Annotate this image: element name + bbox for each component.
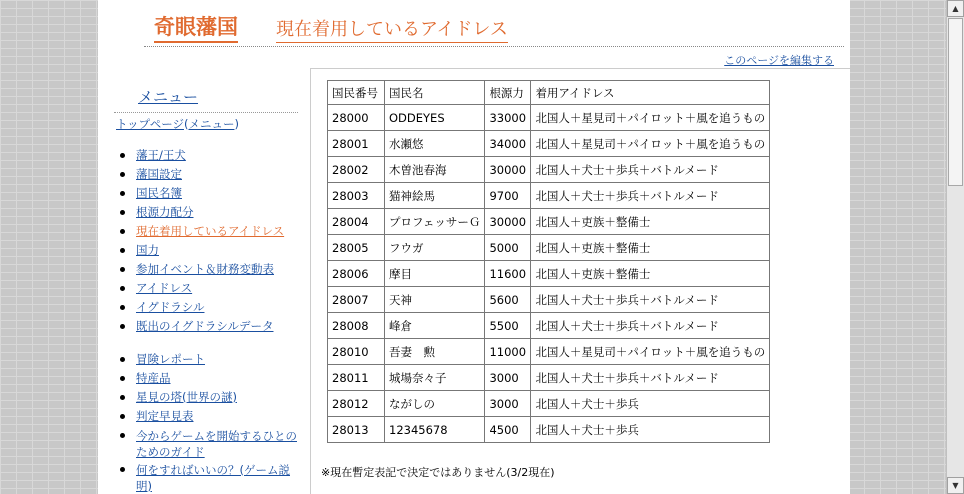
menu-list-secondary	[116, 350, 302, 494]
menu-item-link[interactable]: 判定早見表	[136, 409, 194, 423]
citizen-name-cell: 天神	[385, 287, 485, 313]
menu-item	[116, 317, 284, 336]
menu-item	[116, 279, 284, 298]
table-row	[328, 261, 770, 287]
menu-item	[116, 407, 302, 426]
root-power-cell: 11600	[485, 261, 531, 287]
root-power-cell: 3000	[485, 391, 531, 417]
table-row	[328, 157, 770, 183]
menu-title[interactable]: メニュー	[138, 88, 199, 106]
menu-item-link[interactable]: イグドラシル	[136, 300, 205, 314]
footnote: ※現在暫定表記で決定ではありません(3/2現在)	[321, 466, 555, 479]
table-row	[328, 313, 770, 339]
menu-item	[116, 428, 302, 460]
menu-item-link[interactable]: 国民名簿	[136, 186, 182, 200]
table-row	[328, 417, 770, 443]
paren-open: (	[183, 117, 189, 131]
table-row	[328, 131, 770, 157]
page	[98, 0, 850, 494]
citizen-name-cell: 峰倉	[385, 313, 485, 339]
header-idress: 着用アイドレス	[531, 81, 770, 105]
idress-cell: 北国人＋犬士＋歩兵＋バトルメード	[531, 313, 770, 339]
table-row	[328, 235, 770, 261]
citizen-id-cell: 28002	[328, 157, 385, 183]
root-power-cell: 5500	[485, 313, 531, 339]
menu-item	[116, 146, 284, 165]
menu-item	[116, 241, 284, 260]
page-title: 現在着用しているアイドレス	[276, 18, 508, 43]
citizen-idress-table	[327, 80, 770, 443]
root-power-cell: 3000	[485, 365, 531, 391]
menu-item-link[interactable]: アイドレス	[136, 281, 193, 295]
header-root-power: 根源力	[485, 81, 531, 105]
idress-cell: 北国人＋星見司＋パイロット＋風を追うもの	[531, 131, 770, 157]
citizen-name-cell: ODDEYES	[385, 105, 485, 131]
table-row	[328, 105, 770, 131]
menu-item	[116, 298, 284, 317]
table-row	[328, 287, 770, 313]
citizen-name-cell: 12345678	[385, 417, 485, 443]
scroll-down-icon[interactable]: ▼	[947, 477, 964, 494]
edit-page-link[interactable]: このページを編集する	[724, 54, 834, 67]
idress-cell: 北国人＋吏族＋整備士	[531, 209, 770, 235]
table-row	[328, 209, 770, 235]
menu-item-link[interactable]: 特産品	[136, 371, 171, 385]
citizen-name-cell: フウガ	[385, 235, 485, 261]
menu-item-link[interactable]: 既出のイグドラシルデータ	[136, 319, 274, 333]
root-power-cell: 30000	[485, 209, 531, 235]
top-page-line	[116, 116, 239, 132]
citizen-id-cell: 28001	[328, 131, 385, 157]
root-power-cell: 5000	[485, 235, 531, 261]
citizen-name-cell: プロフェッサーＧ	[385, 209, 485, 235]
scroll-thumb[interactable]	[948, 18, 963, 186]
citizen-id-cell: 28004	[328, 209, 385, 235]
citizen-id-cell: 28007	[328, 287, 385, 313]
menu-item	[116, 203, 284, 222]
menu-item	[116, 184, 284, 203]
main-content	[310, 68, 850, 494]
citizen-id-cell: 28008	[328, 313, 385, 339]
citizen-name-cell: 城場奈々子	[385, 365, 485, 391]
menu-item-link[interactable]: 藩国設定	[136, 167, 182, 181]
menu-edit-link[interactable]: メニュー	[188, 117, 235, 131]
scroll-up-icon[interactable]: ▲	[947, 0, 964, 17]
menu-item-link[interactable]: 冒険レポート	[136, 352, 205, 366]
menu-item-link[interactable]: 現在着用しているアイドレス	[136, 224, 285, 238]
menu-item-link[interactable]: 何をすればいいの？(ゲーム説明)	[136, 463, 290, 493]
idress-cell: 北国人＋犬士＋歩兵＋バトルメード	[531, 183, 770, 209]
idress-cell: 北国人＋吏族＋整備士	[531, 235, 770, 261]
menu-item-link[interactable]: 星見の塔(世界の謎)	[136, 390, 237, 404]
table-header-row	[328, 81, 770, 105]
root-power-cell: 4500	[485, 417, 531, 443]
vertical-scrollbar[interactable]	[946, 0, 964, 494]
citizen-name-cell: ながしの	[385, 391, 485, 417]
menu-item-link[interactable]: 根源力配分	[136, 205, 194, 219]
idress-cell: 北国人＋犬士＋歩兵＋バトルメード	[531, 157, 770, 183]
idress-cell: 北国人＋犬士＋歩兵＋バトルメード	[531, 287, 770, 313]
menu-item-link[interactable]: 今からゲームを開始するひとのためのガイド	[136, 429, 297, 459]
citizen-id-cell: 28010	[328, 339, 385, 365]
idress-cell: 北国人＋犬士＋歩兵	[531, 417, 770, 443]
header-citizen-id: 国民番号	[328, 81, 385, 105]
citizen-name-cell: 水瀬悠	[385, 131, 485, 157]
menu-divider	[114, 112, 298, 113]
idress-cell: 北国人＋吏族＋整備士	[531, 261, 770, 287]
table-row	[328, 183, 770, 209]
idress-cell: 北国人＋星見司＋パイロット＋風を追うもの	[531, 339, 770, 365]
citizen-name-cell: 木曽池春海	[385, 157, 485, 183]
menu-item-link[interactable]: 参加イベント＆財務変動表	[136, 262, 274, 276]
citizen-name-cell: 吾妻 勲	[385, 339, 485, 365]
table-row	[328, 391, 770, 417]
header-divider	[144, 46, 844, 47]
citizen-id-cell: 28013	[328, 417, 385, 443]
root-power-cell: 5600	[485, 287, 531, 313]
menu-item	[116, 350, 302, 369]
root-power-cell: 33000	[485, 105, 531, 131]
paren-close: )	[234, 117, 239, 131]
citizen-id-cell: 28005	[328, 235, 385, 261]
table-body	[328, 105, 770, 443]
menu-item	[116, 260, 284, 279]
table-row	[328, 365, 770, 391]
citizen-id-cell: 28012	[328, 391, 385, 417]
menu-item-link[interactable]: 藩王/王犬	[136, 148, 186, 162]
citizen-id-cell: 28003	[328, 183, 385, 209]
menu-item	[116, 165, 284, 184]
menu-list-main	[116, 146, 284, 336]
root-power-cell: 9700	[485, 183, 531, 209]
site-title[interactable]: 奇眼藩国	[154, 14, 238, 43]
citizen-id-cell: 28000	[328, 105, 385, 131]
header	[98, 0, 850, 66]
menu-item	[116, 462, 302, 494]
header-citizen-name: 国民名	[385, 81, 485, 105]
root-power-cell: 34000	[485, 131, 531, 157]
menu-item	[116, 388, 302, 407]
top-page-link[interactable]: トップページ	[116, 117, 184, 131]
root-power-cell: 11000	[485, 339, 531, 365]
citizen-name-cell: 摩目	[385, 261, 485, 287]
menu-item	[116, 222, 284, 241]
menu-item	[116, 369, 302, 388]
idress-cell: 北国人＋犬士＋歩兵＋バトルメード	[531, 365, 770, 391]
root-power-cell: 30000	[485, 157, 531, 183]
menu-item-link[interactable]: 国力	[136, 243, 159, 257]
citizen-name-cell: 猫神絵馬	[385, 183, 485, 209]
citizen-id-cell: 28006	[328, 261, 385, 287]
citizen-id-cell: 28011	[328, 365, 385, 391]
idress-cell: 北国人＋星見司＋パイロット＋風を追うもの	[531, 105, 770, 131]
idress-cell: 北国人＋犬士＋歩兵	[531, 391, 770, 417]
table-row	[328, 339, 770, 365]
